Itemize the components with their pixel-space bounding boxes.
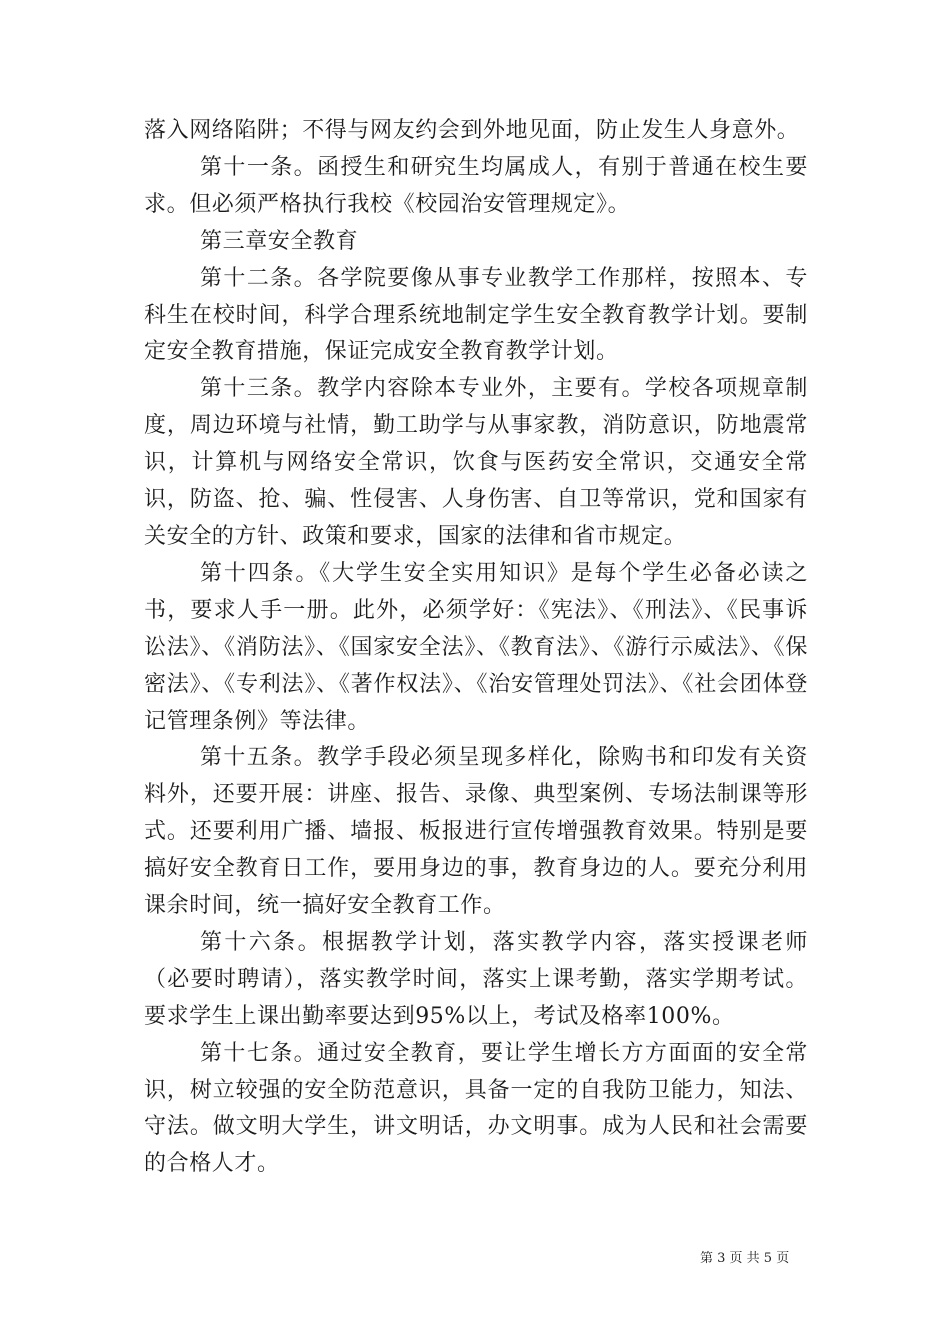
paragraph-article-13: 第十三条。教学内容除本专业外，主要有。学校各项规章制度，周边环境与社情，勤工助学与从事家教，消防意识，防地震常识，计算机与网络安全常识，饮食与医药安全常识，交通安全常识，防盗、抢、骗、性侵害、人身伤害、自卫等常识，党和国家有关安全的方针、政策和要求，国家的法律和省市规定。 [144, 376, 808, 549]
paragraph-article-14: 第十四条。《大学生安全实用知识》是每个学生必备必读之书，要求人手一册。此外，必须学好：《宪法》、《刑法》、《民事诉讼法》、《消防法》、《国家安全法》、《教育法》、《游行示威法》、《保密法》、《专利法》、《著作权法》、《治安管理处罚法》、《社会团体登记管理条例》等法律。 [144, 560, 808, 734]
paragraph-continuation: 落入网络陷阱；不得与网友约会到外地见面，防止发生人身意外。 [144, 118, 800, 143]
paragraph-article-17: 第十七条。通过安全教育，要让学生增长方方面面的安全常识，树立较强的安全防范意识，具备一定的自我防卫能力，知法、守法。做文明大学生，讲文明话，办文明事。成为人民和社会需要的合格人才。 [144, 1040, 808, 1177]
paragraph-article-12: 第十二条。各学院要像从事专业教学工作那样，按照本、专科生在校时间，科学合理系统地制定学生安全教育教学计划。要制定安全教育措施，保证完成安全教育教学计划。 [144, 265, 808, 365]
chapter-heading: 第三章安全教育 [200, 228, 359, 254]
paragraph-article-11: 第十一条。函授生和研究生均属成人，有别于普通在校生要求。但必须严格执行我校《校园治安管理规定》。 [144, 154, 808, 217]
document-body [144, 113, 808, 1183]
paragraph-article-16: 第十六条。根据教学计划，落实教学内容，落实授课老师（必要时聘请），落实教学时间，落实上课考勤，落实学期考试。要求学生上课出勤率要达到95%以上，考试及格率100%。 [144, 929, 808, 1029]
paragraph-article-15: 第十五条。教学手段必须呈现多样化，除购书和印发有关资料外，还要开展：讲座、报告、录像、典型案例、专场法制课等形式。还要利用广播、墙报、板报进行宣传增强教育效果。特别是要搞好安全教育日工作，要用身边的事，教育身边的人。要充分利用课余时间，统一搞好安全教育工作。 [144, 745, 808, 919]
page-number: 第 3 页 共 5 页 [700, 1251, 790, 1266]
